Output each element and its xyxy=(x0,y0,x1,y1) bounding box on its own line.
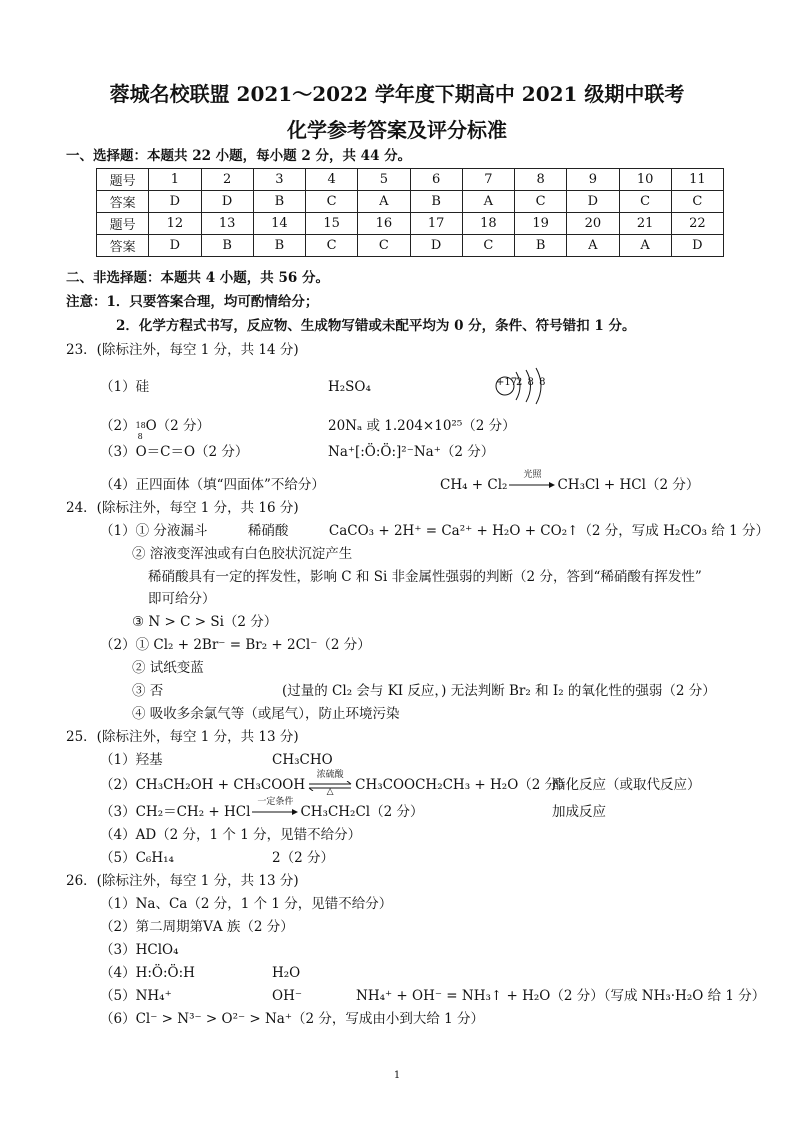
q23-answer-3a: （3）O＝C＝O（2 分） xyxy=(100,444,249,460)
reaction-arrow xyxy=(252,796,298,820)
q24-line-8a: ③ 否 xyxy=(132,683,164,699)
isotope-mass-number: 18 xyxy=(135,420,146,430)
table-cell: 15 xyxy=(306,213,358,235)
q26-answer-3: （3）HClO₄ xyxy=(100,942,179,958)
chlorine-ion-structure-diagram xyxy=(494,366,554,406)
table-cell: 11 xyxy=(671,169,723,191)
note-2: 2．化学方程式书写，反应物、生成物写错或未配平均为 0 分，条件、符号错扣 1 分。 xyxy=(116,318,636,334)
table-cell: 21 xyxy=(619,213,671,235)
table-cell: A xyxy=(619,235,671,257)
table-cell: 13 xyxy=(201,213,253,235)
page-number: 1 xyxy=(393,1070,401,1081)
table-cell: D xyxy=(567,191,619,213)
isotope-atomic-number: 8 xyxy=(137,431,143,441)
table-row xyxy=(97,213,724,235)
table-cell: 5 xyxy=(358,169,410,191)
q26-answer-5b: OH⁻ xyxy=(272,988,302,1004)
q26-answer-1: （1）Na、Ca（2 分，1 个 1 分，见错不给分） xyxy=(100,896,393,912)
q23-answer-4a: （4）正四面体（填“四面体”不给分） xyxy=(100,477,325,493)
table-cell: 6 xyxy=(410,169,462,191)
table-cell: 18 xyxy=(462,213,514,235)
q25-answer-3 xyxy=(100,796,424,822)
reaction-catalyst: 浓硫酸 xyxy=(316,769,344,780)
equation-products: CH₃Cl + HCl（2 分） xyxy=(557,477,700,493)
q23-answer-3b: Na⁺[:Ö:Ö:]²⁻Na⁺（2 分） xyxy=(328,444,495,460)
table-row xyxy=(97,191,724,213)
table-cell: C xyxy=(671,191,723,213)
q24-line-3: 稀硝酸具有一定的挥发性，影响 C 和 Si 非金属性强弱的判断（2 分，答到“稀硝酸有挥发性” xyxy=(148,569,702,585)
equation-products: CH₃CH₂Cl（2 分） xyxy=(300,804,424,820)
q23-answer-2a-suffix: O（2 分） xyxy=(145,418,211,434)
table-cell: 17 xyxy=(410,213,462,235)
reaction-condition: 一定条件 xyxy=(257,796,294,807)
table-cell: D xyxy=(149,191,201,213)
reaction-arrow xyxy=(509,469,555,493)
q24-line-1: （1）① 分液漏斗 稀硝酸 CaCO₃ + 2H⁺ = Ca²⁺ + H₂O + CO₂↑（2 分，写成 H₂CO₃ 给 1 分） xyxy=(100,523,770,539)
table-cell: B xyxy=(410,191,462,213)
table-cell: 4 xyxy=(306,169,358,191)
table-cell: D xyxy=(149,235,201,257)
table-row xyxy=(97,235,724,257)
table-cell: 19 xyxy=(515,213,567,235)
table-cell: C xyxy=(462,235,514,257)
table-cell: B xyxy=(253,191,305,213)
table-cell: 3 xyxy=(253,169,305,191)
table-cell: 1 xyxy=(149,169,201,191)
table-cell: C xyxy=(619,191,671,213)
q24-line-2: ② 溶液变浑浊或有白色胶状沉淀产生 xyxy=(132,546,353,562)
table-cell: 9 xyxy=(567,169,619,191)
table-cell: D xyxy=(671,235,723,257)
table-cell: 14 xyxy=(253,213,305,235)
atom-shells-label: 2 8 8 xyxy=(516,377,547,388)
note-1: 注意：1．只要答案合理，均可酌情给分； xyxy=(66,294,319,310)
table-cell: 7 xyxy=(462,169,514,191)
q24-line-9: ④ 吸收多余氯气等（或尾气），防止环境污染 xyxy=(132,706,400,722)
table-cell: 10 xyxy=(619,169,671,191)
table-cell: D xyxy=(410,235,462,257)
equation-reactants: CH₄ + Cl₂ xyxy=(440,477,508,493)
q26-answer-4a: （4）H:Ö:Ö:H xyxy=(100,965,195,981)
q24-line-6: （2）① Cl₂ + 2Br⁻ = Br₂ + 2Cl⁻（2 分） xyxy=(100,637,371,653)
section2-heading: 二、非选择题：本题共 4 小题，共 56 分。 xyxy=(66,270,329,286)
q26-answer-5c: NH₄⁺ + OH⁻ = NH₃↑ + H₂O（2 分）（写成 NH₃·H₂O 给 1 分） xyxy=(356,988,766,1004)
q25-answer-2 xyxy=(100,769,572,797)
table-cell: 22 xyxy=(671,213,723,235)
q25-reaction-type-3: 加成反应 xyxy=(552,804,606,820)
q23-answer-2a-prefix: （2） xyxy=(100,418,136,434)
table-cell: B xyxy=(201,235,253,257)
table-cell: B xyxy=(515,235,567,257)
q23-header: 23．(除标注外，每空 1 分，共 14 分) xyxy=(66,342,299,358)
q24-line-5: ③ N > C > Si（2 分） xyxy=(132,614,278,630)
table-cell: 8 xyxy=(515,169,567,191)
table-cell: A xyxy=(462,191,514,213)
q24-line-8b: (过量的 Cl₂ 会与 KI 反应，) 无法判断 Br₂ 和 I₂ 的氧化性的强弱（2 分） xyxy=(282,683,716,699)
table-cell: D xyxy=(201,191,253,213)
table-cell: 16 xyxy=(358,213,410,235)
table-row-label: 答案 xyxy=(97,191,149,213)
q24-line-4: 即可给分） xyxy=(148,591,216,607)
q25-answer-1a: （1）羟基 xyxy=(100,752,163,768)
table-cell: A xyxy=(358,191,410,213)
q25-answer-5b: 2（2 分） xyxy=(272,850,334,866)
table-cell: 12 xyxy=(149,213,201,235)
q25-answer-4: （4）AD（2 分，1 个 1 分，见错不给分） xyxy=(100,827,362,843)
table-cell: 2 xyxy=(201,169,253,191)
q24-header: 24．(除标注外，每空 1 分，共 16 分) xyxy=(66,500,299,516)
reaction-condition: 光照 xyxy=(523,469,542,480)
q23-answer-4b xyxy=(440,469,700,495)
table-cell: 20 xyxy=(567,213,619,235)
page-title: 蓉城名校联盟 2021～2022 学年度下期高中 2021 级期中联考 xyxy=(109,82,685,106)
page-subtitle: 化学参考答案及评分标准 xyxy=(287,118,507,142)
q26-answer-4b: H₂O xyxy=(272,965,301,981)
table-row-label: 题号 xyxy=(97,213,149,235)
q26-answer-6: （6）Cl⁻ > N³⁻ > O²⁻ > Na⁺（2 分，写成由小到大给 1 分） xyxy=(100,1011,485,1027)
table-cell: C xyxy=(306,235,358,257)
answer-table xyxy=(96,168,724,257)
q23-answer-2b: 20Nₐ 或 1.204×10²⁵（2 分） xyxy=(328,418,516,434)
atom-nucleus-label: +17 xyxy=(496,377,518,388)
reaction-heat-symbol: △ xyxy=(326,786,334,797)
q23-answer-1b: H₂SO₄ xyxy=(328,379,371,395)
table-cell: A xyxy=(567,235,619,257)
table-cell: C xyxy=(515,191,567,213)
table-cell: C xyxy=(358,235,410,257)
q26-answer-2: （2）第二周期第ⅤA 族（2 分） xyxy=(100,919,294,935)
table-cell: B xyxy=(253,235,305,257)
isotope-notation xyxy=(135,418,146,441)
equation-products: CH₃COOCH₂CH₃ + H₂O（2 分） xyxy=(355,777,572,793)
q23-answer-1a: （1）硅 xyxy=(100,379,150,395)
q25-answer-1b: CH₃CHO xyxy=(272,752,333,768)
section1-heading: 一、选择题：本题共 22 小题，每小题 2 分，共 44 分。 xyxy=(66,148,412,164)
table-row-label: 答案 xyxy=(97,235,149,257)
equation-reactants: （3）CH₂＝CH₂ + HCl xyxy=(100,804,251,820)
table-cell: C xyxy=(306,191,358,213)
reversible-arrow xyxy=(307,769,353,797)
equation-reactants: （2）CH₃CH₂OH + CH₃COOH xyxy=(100,777,306,793)
q25-reaction-type-2: 酯化反应（或取代反应） xyxy=(552,777,701,793)
q26-header: 26．(除标注外，每空 1 分，共 13 分) xyxy=(66,873,299,889)
q26-answer-5a: （5）NH₄⁺ xyxy=(100,988,172,1004)
q24-line-7: ② 试纸变蓝 xyxy=(132,660,204,676)
q25-answer-5a: （5）C₆H₁₄ xyxy=(100,850,174,866)
q25-header: 25．(除标注外，每空 1 分，共 13 分) xyxy=(66,729,299,745)
table-row-label: 题号 xyxy=(97,169,149,191)
q23-answer-2a xyxy=(100,416,211,441)
table-row xyxy=(97,169,724,191)
